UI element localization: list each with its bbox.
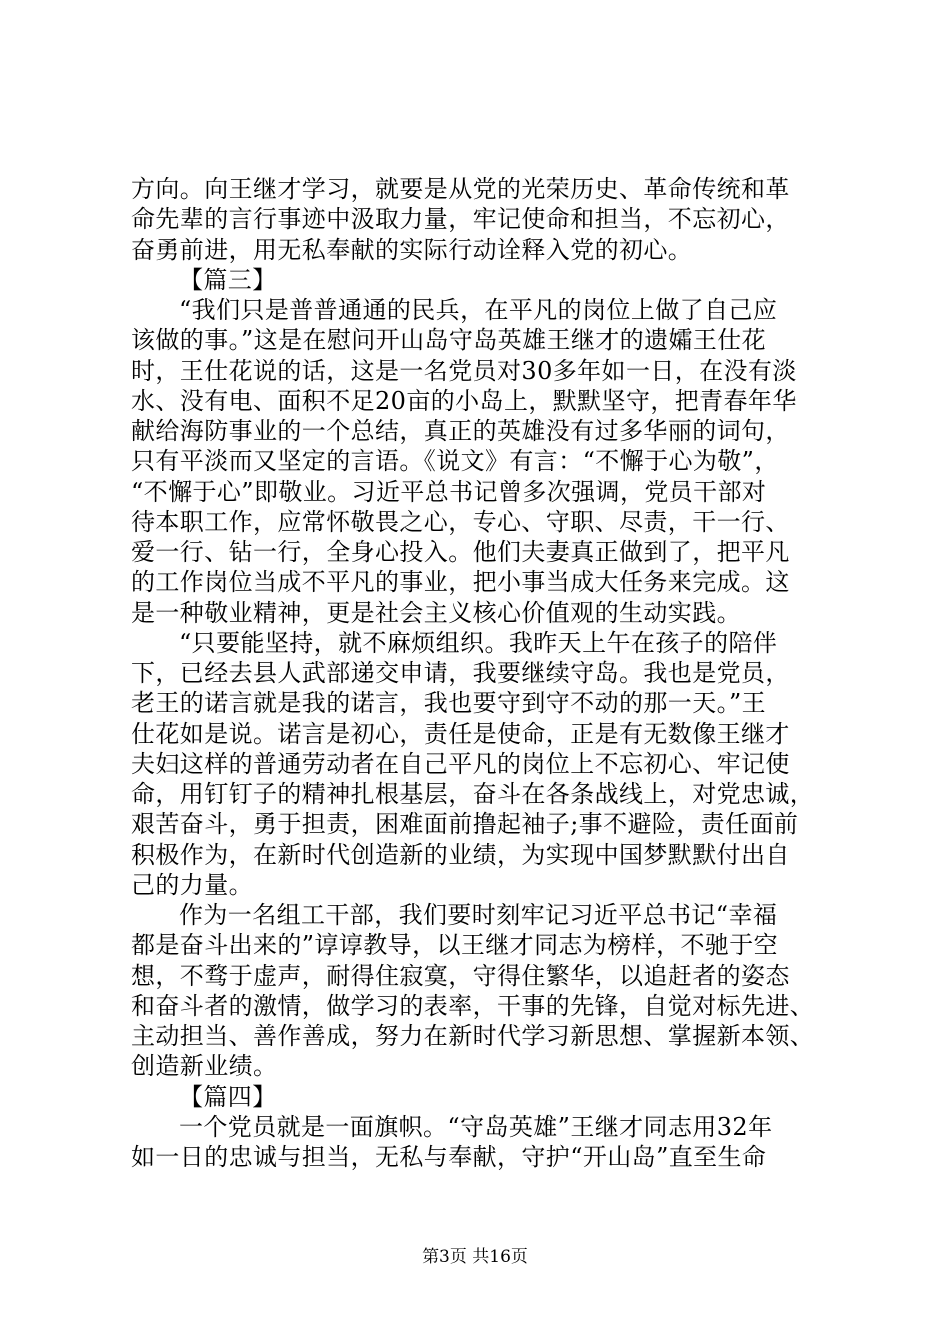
text-line: 献给海防事业的一个总结，真正的英雄没有过多华丽的词句， — [131, 417, 790, 445]
text-line: 方向。向王继才学习，就要是从党的光荣历史、革命传统和革 — [131, 175, 790, 203]
text-line: 艰苦奋斗，勇于担责，困难面前撸起袖子;事不避险，责任面前 — [131, 810, 799, 839]
text-line: “我们只是普普通通的民兵，在平凡的岗位上做了自己应 — [179, 296, 778, 324]
text-line: 如一日的忠诚与担当，无私与奉献，守护“开山岛”直至生命 — [131, 1143, 767, 1171]
text-line: 主动担当、善作善成，努力在新时代学习新思想、掌握新本领、 — [131, 1022, 815, 1050]
section-heading-part-3 — [131, 265, 831, 295]
paragraph — [131, 628, 831, 900]
text-line: 水、没有电、面积不足20亩的小岛上，默默坚守，把青春年华 — [131, 386, 797, 415]
text-line: 己的力量。 — [131, 870, 253, 899]
document-body — [131, 174, 831, 1172]
text-line: 爱一行、钻一行，全身心投入。他们夫妻真正做到了，把平凡 — [131, 538, 790, 566]
paragraph-continuation — [131, 174, 831, 265]
text-line: “不懈于心”即敬业。习近平总书记曾多次强调，党员干部对 — [131, 477, 767, 506]
text-line: 下，已经去县人武部递交申请，我要继续守岛。我也是党员， — [131, 659, 790, 687]
text-line: 作为一名组工干部，我们要时刻牢记习近平总书记“幸福 — [179, 901, 778, 929]
text-line: 只有平淡而又坚定的言语。《说文》有言：“不懈于心为敬”， — [131, 447, 779, 476]
text-line: 命，用钉钉子的精神扎根基层，奋斗在各条战线上，对党忠诚， — [131, 780, 815, 808]
text-line: 一个党员就是一面旗帜。“守岛英雄”王继才同志用32年 — [179, 1112, 773, 1141]
text-line: 都是奋斗出来的”谆谆教导，以王继才同志为榜样，不驰于空 — [131, 931, 779, 960]
text-line: 和奋斗者的激情，做学习的表率，干事的先锋，自觉对标先进、 — [131, 991, 815, 1020]
page-number-footer: 第3页 共16页 — [422, 1247, 528, 1267]
heading-line: 【篇四】 — [179, 1082, 277, 1111]
text-line: 命先辈的言行事迹中汲取力量，牢记使命和担当，不忘初心， — [131, 205, 790, 234]
text-line: 时，王仕花说的话，这是一名党员对30多年如一日，在没有淡 — [131, 356, 797, 385]
paragraph — [131, 295, 831, 628]
section-heading-part-4 — [131, 1082, 831, 1112]
text-line: 创造新业绩。 — [131, 1052, 278, 1081]
text-line: “只要能坚持，就不麻烦组织。我昨天上午在孩子的陪伴 — [179, 628, 778, 657]
text-line: 该做的事。”这是在慰问开山岛守岛英雄王继才的遗孀王仕花 — [131, 326, 767, 355]
text-line: 老王的诺言就是我的诺言，我也要守到守不动的那一天。”王 — [131, 689, 767, 718]
text-line: 仕花如是说。诺言是初心，责任是使命，正是有无数像王继才 — [131, 719, 790, 748]
text-line: 的工作岗位当成不平凡的事业，把小事当成大任务来完成。这 — [131, 568, 790, 597]
text-line: 待本职工作，应常怀敬畏之心，专心、守职、尽责，干一行、 — [131, 507, 790, 536]
paragraph — [131, 900, 831, 1082]
paragraph — [131, 1112, 831, 1173]
text-line: 是一种敬业精神，更是社会主义核心价值观的生动实践。 — [131, 598, 741, 627]
heading-line: 【篇三】 — [179, 265, 277, 294]
text-line: 积极作为，在新时代创造新的业绩，为实现中国梦默默付出自 — [131, 840, 790, 869]
text-line: 奋勇前进，用无私奉献的实际行动诠释入党的初心。 — [131, 235, 693, 264]
text-line: 夫妇这样的普通劳动者在自己平凡的岗位上不忘初心、牢记使 — [131, 749, 790, 778]
text-line: 想，不骛于虚声，耐得住寂寞，守得住繁华，以追赶者的姿态 — [131, 961, 790, 990]
